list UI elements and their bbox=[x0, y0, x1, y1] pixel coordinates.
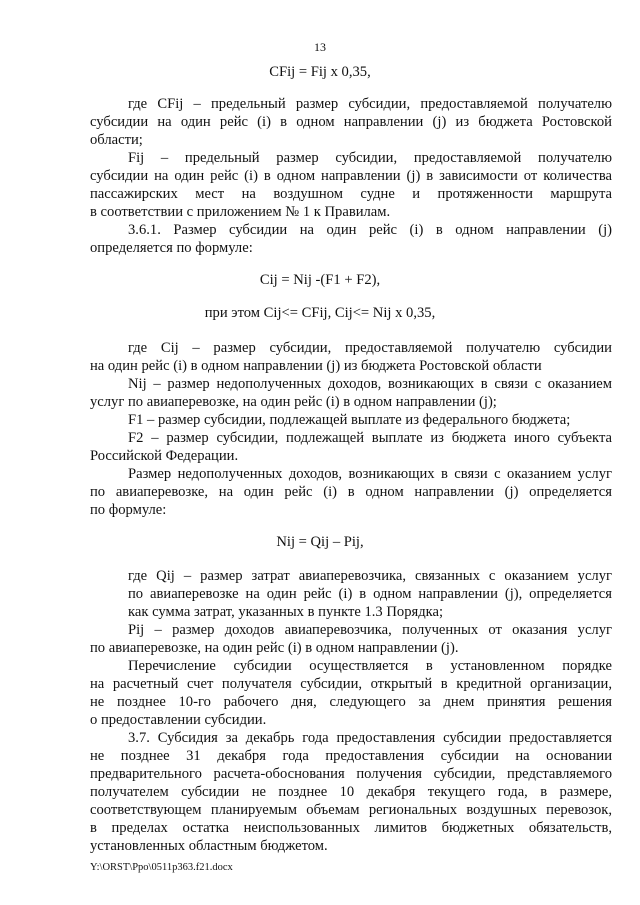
text-line: в соответствии с приложением № 1 к Правилам. bbox=[90, 204, 391, 220]
text-line: Pij – размер доходов авиаперевозчика, полученных от оказания услуг bbox=[128, 622, 612, 638]
text-line: по авиаперевозке, на один рейс (i) в одном направлении (j) определяется bbox=[90, 484, 612, 500]
text-line: по авиаперевозке на один рейс (i) в одном направлении (j), определяется bbox=[128, 586, 612, 602]
text-line: F1 – размер субсидии, подлежащей выплате из федерального бюджета; bbox=[128, 412, 571, 428]
page-number: 13 bbox=[314, 40, 326, 54]
text-line: где Qij – размер затрат авиаперевозчика, связанных с оказанием услуг bbox=[128, 568, 612, 584]
text-line: на один рейс (i) в одном направлении (j) из бюджета Ростовской области bbox=[90, 358, 542, 374]
formula-cij: Cij = Nij -(F1 + F2), bbox=[259, 272, 381, 288]
text-line: по авиаперевозке, на один рейс (i) в одном направлении (j). bbox=[90, 640, 459, 656]
text-line: не позднее 31 декабря года предоставления субсидии на основании bbox=[90, 748, 612, 764]
text-line: соответствующем планируемым объемам региональных воздушных перевозок, bbox=[90, 802, 612, 818]
formula-constraint: при этом Cij<= CFij, Cij<= Nij x 0,35, bbox=[204, 305, 436, 321]
text-line: Fij – предельный размер субсидии, предоставляемой получателю bbox=[128, 150, 612, 166]
text-line: 3.6.1. Размер субсидии на один рейс (i) в одном направлении (j) bbox=[128, 222, 612, 238]
text-line: 3.7. Субсидия за декабрь года предоставления субсидии предоставляется bbox=[128, 730, 612, 746]
text-line: получателем субсидии не позднее 10 декабря текущего года, в размере, bbox=[90, 784, 612, 800]
text-line: о предоставлении субсидии. bbox=[90, 712, 267, 728]
text-line: где Cij – размер субсидии, предоставляемой получателю субсидии bbox=[128, 340, 612, 356]
text-line: установленных областным бюджетом. bbox=[90, 838, 328, 854]
text-line: предварительного расчета-обоснования получения субсидии, представляемого bbox=[90, 766, 612, 782]
text-line: пассажирских мест на воздушном судне и протяженности маршрута bbox=[90, 186, 612, 202]
formula-nij: Nij = Qij – Pij, bbox=[276, 534, 364, 550]
file-path-footer: Y:\ORST\Ppo\0511p363.f21.docx bbox=[90, 862, 233, 873]
text-line: в пределах остатка неиспользованных лимитов бюджетных обязательств, bbox=[90, 820, 612, 836]
text-line: области; bbox=[90, 132, 143, 148]
text-line: F2 – размер субсидии, подлежащей выплате из бюджета иного субъекта bbox=[128, 430, 612, 446]
formula-cfij: CFij = Fij x 0,35, bbox=[269, 64, 371, 80]
text-line: услуг по авиаперевозке, на один рейс (i) в одном направлении (j); bbox=[90, 394, 497, 410]
text-line: по формуле: bbox=[90, 502, 167, 518]
text-line: субсидии на один рейс (i) в одном направлении (j) в зависимости от количества bbox=[90, 168, 612, 184]
text-line: не позднее 10-го рабочего дня, следующего за днем принятия решения bbox=[90, 694, 612, 710]
text-line: определяется по формуле: bbox=[90, 240, 253, 256]
text-line: Размер недополученных доходов, возникающих в связи с оказанием услуг bbox=[128, 466, 612, 482]
text-line: как сумма затрат, указанных в пункте 1.3 Порядка; bbox=[128, 604, 444, 620]
text-line: Nij – размер недополученных доходов, возникающих в связи с оказанием bbox=[128, 376, 612, 392]
text-line: Перечисление субсидии осуществляется в установленном порядке bbox=[128, 658, 612, 674]
text-line: где CFij – предельный размер субсидии, предоставляемой получателю bbox=[128, 96, 612, 112]
text-line: на расчетный счет получателя субсидии, открытый в кредитной организации, bbox=[90, 676, 612, 692]
text-line: субсидии на один рейс (i) в одном направлении (j) из бюджета Ростовской bbox=[90, 114, 612, 130]
text-line: Российской Федерации. bbox=[90, 448, 239, 464]
